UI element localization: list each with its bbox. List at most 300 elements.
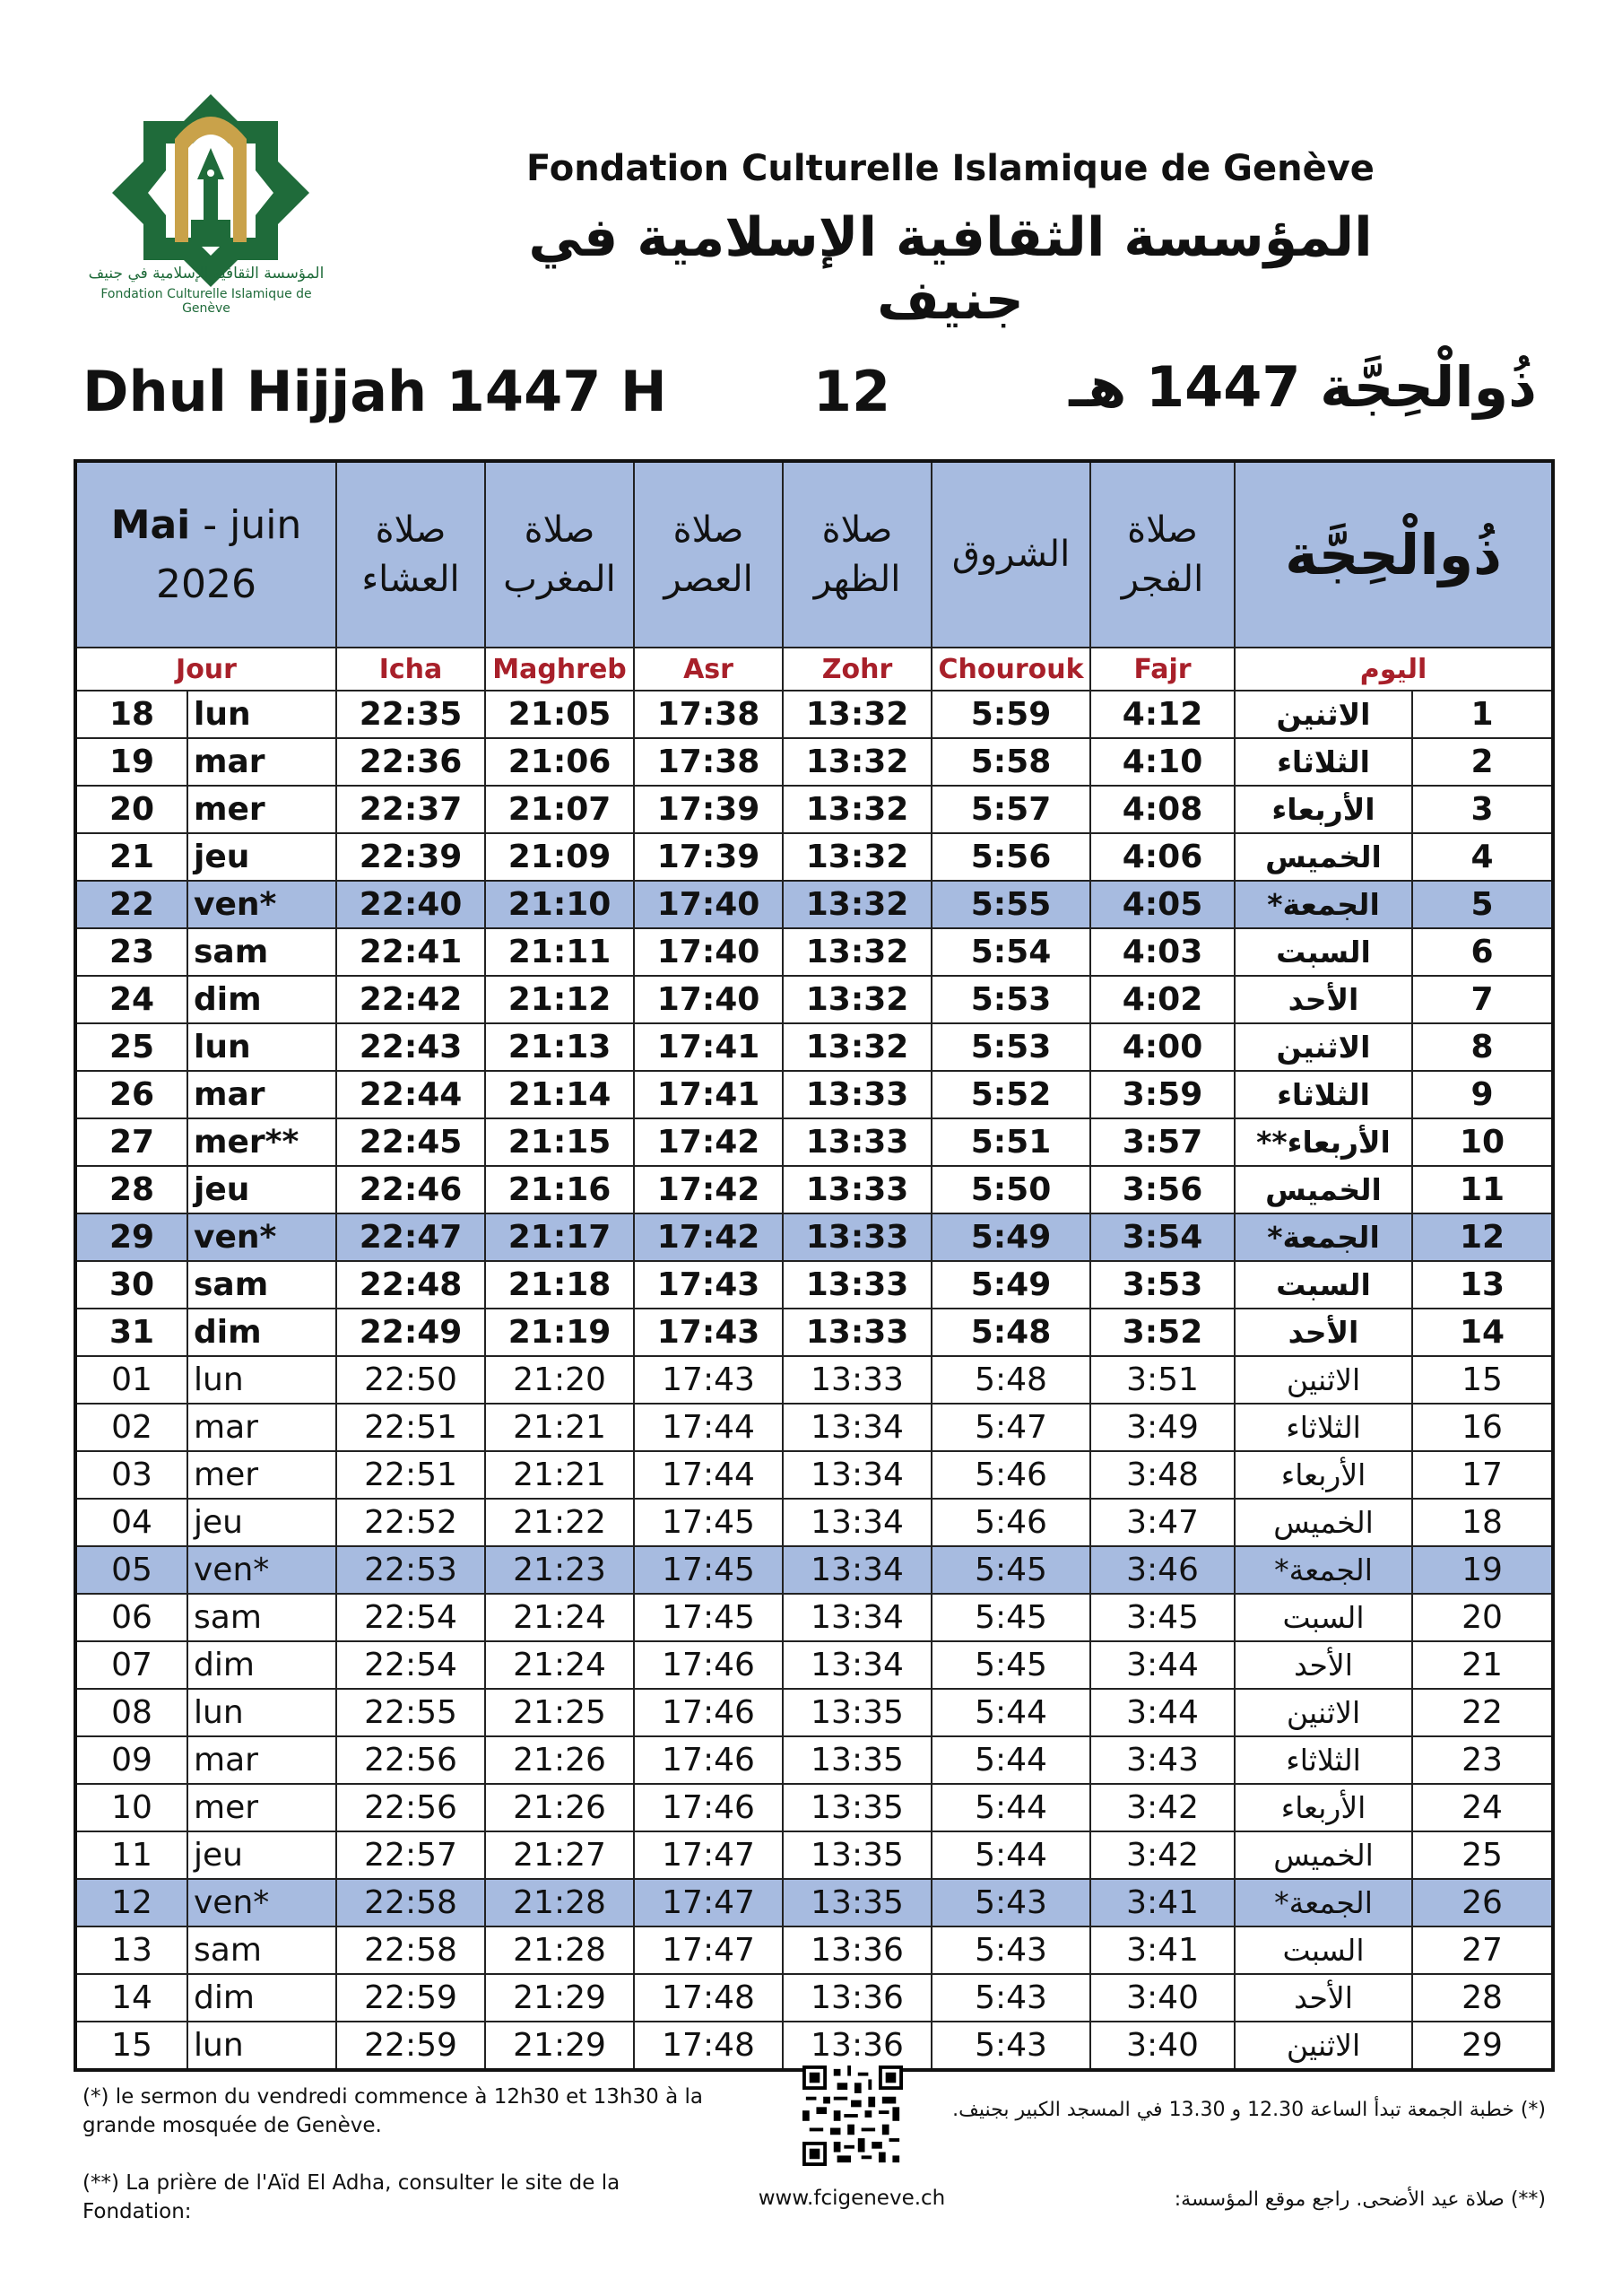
chourouk-time-cell: 5:44 bbox=[932, 1689, 1090, 1736]
table-row bbox=[75, 1594, 1553, 1641]
hijri-day-cell: 15 bbox=[1412, 1356, 1553, 1404]
subheader-chourouk: Chourouk bbox=[932, 648, 1090, 691]
icha-time-cell: 22:41 bbox=[336, 928, 485, 976]
icha-time-cell: 22:45 bbox=[336, 1118, 485, 1166]
zohr-time-cell: 13:34 bbox=[783, 1641, 932, 1689]
weekday-fr-cell: mar bbox=[187, 1404, 336, 1451]
gregorian-day-cell: 12 bbox=[75, 1879, 187, 1926]
icha-time-cell: 22:42 bbox=[336, 976, 485, 1023]
table-row bbox=[75, 1118, 1553, 1166]
icha-time-cell: 22:58 bbox=[336, 1926, 485, 1974]
table-row bbox=[75, 1404, 1553, 1451]
table-row bbox=[75, 1641, 1553, 1689]
weekday-fr-cell: ven* bbox=[187, 1879, 336, 1926]
zohr-time-cell: 13:36 bbox=[783, 2022, 932, 2070]
weekday-fr-cell: lun bbox=[187, 2022, 336, 2070]
asr-time-cell: 17:45 bbox=[634, 1546, 783, 1594]
weekday-ar-cell: الأحد bbox=[1235, 1309, 1412, 1356]
subheader-fajr: Fajr bbox=[1090, 648, 1235, 691]
header-asr: صلاة العصر bbox=[634, 461, 783, 648]
icha-time-cell: 22:59 bbox=[336, 1974, 485, 2022]
table-row bbox=[75, 1499, 1553, 1546]
gregorian-day-cell: 30 bbox=[75, 1261, 187, 1309]
fajr-time-cell: 3:59 bbox=[1090, 1071, 1235, 1118]
weekday-fr-cell: mer bbox=[187, 786, 336, 833]
weekday-fr-cell: sam bbox=[187, 1594, 336, 1641]
table-row bbox=[75, 1213, 1553, 1261]
chourouk-time-cell: 5:57 bbox=[932, 786, 1090, 833]
hijri-day-cell: 9 bbox=[1412, 1071, 1553, 1118]
table-row bbox=[75, 1023, 1553, 1071]
subheader-yawm: اليوم bbox=[1235, 648, 1553, 691]
hijri-day-cell: 12 bbox=[1412, 1213, 1553, 1261]
asr-time-cell: 17:42 bbox=[634, 1118, 783, 1166]
fajr-time-cell: 3:41 bbox=[1090, 1879, 1235, 1926]
weekday-fr-cell: lun bbox=[187, 1689, 336, 1736]
table-row bbox=[75, 1784, 1553, 1831]
chourouk-time-cell: 5:53 bbox=[932, 1023, 1090, 1071]
icha-time-cell: 22:54 bbox=[336, 1641, 485, 1689]
hijri-day-cell: 29 bbox=[1412, 2022, 1553, 2070]
gregorian-day-cell: 31 bbox=[75, 1309, 187, 1356]
weekday-ar-cell: الخميس bbox=[1235, 1831, 1412, 1879]
hijri-day-cell: 22 bbox=[1412, 1689, 1553, 1736]
weekday-fr-cell: jeu bbox=[187, 1166, 336, 1213]
weekday-ar-cell: الخميس bbox=[1235, 833, 1412, 881]
asr-time-cell: 17:47 bbox=[634, 1831, 783, 1879]
chourouk-time-cell: 5:48 bbox=[932, 1309, 1090, 1356]
gregorian-day-cell: 26 bbox=[75, 1071, 187, 1118]
gregorian-day-cell: 07 bbox=[75, 1641, 187, 1689]
chourouk-time-cell: 5:51 bbox=[932, 1118, 1090, 1166]
hijri-day-cell: 18 bbox=[1412, 1499, 1553, 1546]
gregorian-day-cell: 03 bbox=[75, 1451, 187, 1499]
subheader-asr: Asr bbox=[634, 648, 783, 691]
fajr-time-cell: 3:47 bbox=[1090, 1499, 1235, 1546]
weekday-fr-cell: jeu bbox=[187, 833, 336, 881]
subheader-zohr: Zohr bbox=[783, 648, 932, 691]
fajr-time-cell: 3:56 bbox=[1090, 1166, 1235, 1213]
weekday-fr-cell: mar bbox=[187, 1071, 336, 1118]
weekday-fr-cell: lun bbox=[187, 1023, 336, 1071]
asr-time-cell: 17:40 bbox=[634, 976, 783, 1023]
gregorian-day-cell: 13 bbox=[75, 1926, 187, 1974]
zohr-time-cell: 13:36 bbox=[783, 1926, 932, 1974]
zohr-time-cell: 13:34 bbox=[783, 1546, 932, 1594]
hijri-day-cell: 6 bbox=[1412, 928, 1553, 976]
hijri-day-cell: 1 bbox=[1412, 691, 1553, 738]
weekday-fr-cell: dim bbox=[187, 976, 336, 1023]
asr-time-cell: 17:46 bbox=[634, 1736, 783, 1784]
table-row bbox=[75, 976, 1553, 1023]
chourouk-time-cell: 5:56 bbox=[932, 833, 1090, 881]
fajr-time-cell: 3:42 bbox=[1090, 1784, 1235, 1831]
fajr-time-cell: 4:03 bbox=[1090, 928, 1235, 976]
chourouk-time-cell: 5:48 bbox=[932, 1356, 1090, 1404]
icha-time-cell: 22:37 bbox=[336, 786, 485, 833]
asr-time-cell: 17:41 bbox=[634, 1023, 783, 1071]
icha-time-cell: 22:54 bbox=[336, 1594, 485, 1641]
table-row bbox=[75, 881, 1553, 928]
weekday-ar-cell: الأربعاء** bbox=[1235, 1118, 1412, 1166]
header-hijri-month: ذُوالْحِجَّة bbox=[1235, 461, 1553, 648]
gregorian-day-cell: 18 bbox=[75, 691, 187, 738]
asr-time-cell: 17:42 bbox=[634, 1166, 783, 1213]
icha-time-cell: 22:52 bbox=[336, 1499, 485, 1546]
weekday-fr-cell: mar bbox=[187, 1736, 336, 1784]
zohr-time-cell: 13:32 bbox=[783, 691, 932, 738]
chourouk-time-cell: 5:47 bbox=[932, 1404, 1090, 1451]
header-zohr: صلاة الظهر bbox=[783, 461, 932, 648]
asr-time-cell: 17:38 bbox=[634, 738, 783, 786]
maghreb-time-cell: 21:14 bbox=[485, 1071, 634, 1118]
hijri-day-cell: 16 bbox=[1412, 1404, 1553, 1451]
table-row bbox=[75, 1261, 1553, 1309]
table-row bbox=[75, 1356, 1553, 1404]
maghreb-time-cell: 21:15 bbox=[485, 1118, 634, 1166]
gregorian-day-cell: 02 bbox=[75, 1404, 187, 1451]
maghreb-time-cell: 21:12 bbox=[485, 976, 634, 1023]
asr-time-cell: 17:48 bbox=[634, 2022, 783, 2070]
subheader-icha: Icha bbox=[336, 648, 485, 691]
hijri-day-cell: 20 bbox=[1412, 1594, 1553, 1641]
hijri-day-cell: 3 bbox=[1412, 786, 1553, 833]
chourouk-time-cell: 5:46 bbox=[932, 1499, 1090, 1546]
hijri-day-cell: 24 bbox=[1412, 1784, 1553, 1831]
icha-time-cell: 22:35 bbox=[336, 691, 485, 738]
asr-time-cell: 17:41 bbox=[634, 1071, 783, 1118]
gregorian-day-cell: 09 bbox=[75, 1736, 187, 1784]
table-row bbox=[75, 1974, 1553, 2022]
zohr-time-cell: 13:33 bbox=[783, 1356, 932, 1404]
asr-time-cell: 17:45 bbox=[634, 1499, 783, 1546]
table-row bbox=[75, 1736, 1553, 1784]
maghreb-time-cell: 21:06 bbox=[485, 738, 634, 786]
zohr-time-cell: 13:32 bbox=[783, 928, 932, 976]
maghreb-time-cell: 21:24 bbox=[485, 1641, 634, 1689]
gregorian-day-cell: 06 bbox=[75, 1594, 187, 1641]
maghreb-time-cell: 21:11 bbox=[485, 928, 634, 976]
prayer-times-table bbox=[74, 459, 1555, 2072]
chourouk-time-cell: 5:49 bbox=[932, 1261, 1090, 1309]
fajr-time-cell: 3:53 bbox=[1090, 1261, 1235, 1309]
fajr-time-cell: 3:45 bbox=[1090, 1594, 1235, 1641]
icha-time-cell: 22:50 bbox=[336, 1356, 485, 1404]
zohr-time-cell: 13:32 bbox=[783, 738, 932, 786]
gregorian-day-cell: 11 bbox=[75, 1831, 187, 1879]
fajr-time-cell: 3:49 bbox=[1090, 1404, 1235, 1451]
fajr-time-cell: 3:41 bbox=[1090, 1926, 1235, 1974]
hijri-month-title-fr: Dhul Hijjah 1447 H bbox=[82, 359, 667, 424]
maghreb-time-cell: 21:29 bbox=[485, 2022, 634, 2070]
asr-time-cell: 17:46 bbox=[634, 1689, 783, 1736]
asr-time-cell: 17:40 bbox=[634, 881, 783, 928]
icha-time-cell: 22:36 bbox=[336, 738, 485, 786]
chourouk-time-cell: 5:50 bbox=[932, 1166, 1090, 1213]
gregorian-day-cell: 23 bbox=[75, 928, 187, 976]
icha-time-cell: 22:46 bbox=[336, 1166, 485, 1213]
table-row bbox=[75, 1166, 1553, 1213]
icha-time-cell: 22:48 bbox=[336, 1261, 485, 1309]
chourouk-time-cell: 5:46 bbox=[932, 1451, 1090, 1499]
chourouk-time-cell: 5:54 bbox=[932, 928, 1090, 976]
chourouk-time-cell: 5:44 bbox=[932, 1736, 1090, 1784]
hijri-day-cell: 4 bbox=[1412, 833, 1553, 881]
gregorian-day-cell: 14 bbox=[75, 1974, 187, 2022]
table-row bbox=[75, 786, 1553, 833]
maghreb-time-cell: 21:26 bbox=[485, 1736, 634, 1784]
asr-time-cell: 17:44 bbox=[634, 1451, 783, 1499]
weekday-ar-cell: الأحد bbox=[1235, 1974, 1412, 2022]
table-row bbox=[75, 1451, 1553, 1499]
weekday-ar-cell: الثلاثاء bbox=[1235, 1736, 1412, 1784]
asr-time-cell: 17:43 bbox=[634, 1356, 783, 1404]
hijri-year-ar: 1447 هـ bbox=[1069, 354, 1301, 420]
asr-time-cell: 17:47 bbox=[634, 1879, 783, 1926]
maghreb-time-cell: 21:23 bbox=[485, 1546, 634, 1594]
zohr-time-cell: 13:35 bbox=[783, 1689, 932, 1736]
chourouk-time-cell: 5:43 bbox=[932, 2022, 1090, 2070]
icha-time-cell: 22:58 bbox=[336, 1879, 485, 1926]
maghreb-time-cell: 21:24 bbox=[485, 1594, 634, 1641]
fajr-time-cell: 4:02 bbox=[1090, 976, 1235, 1023]
fajr-time-cell: 4:00 bbox=[1090, 1023, 1235, 1071]
gregorian-day-cell: 15 bbox=[75, 2022, 187, 2070]
asr-time-cell: 17:42 bbox=[634, 1213, 783, 1261]
fajr-time-cell: 4:06 bbox=[1090, 833, 1235, 881]
maghreb-time-cell: 21:09 bbox=[485, 833, 634, 881]
friday-sermon-note-ar: (*) خطبة الجمعة تبدأ الساعة 12.30 و 13.30 في المسجد الكبير بجنيف. bbox=[952, 2099, 1546, 2121]
asr-time-cell: 17:46 bbox=[634, 1784, 783, 1831]
table-row bbox=[75, 2022, 1553, 2070]
organization-name-ar: المؤسسة الثقافية الإسلامية في جنيف bbox=[528, 206, 1373, 332]
zohr-time-cell: 13:33 bbox=[783, 1118, 932, 1166]
asr-time-cell: 17:43 bbox=[634, 1309, 783, 1356]
table-row bbox=[75, 928, 1553, 976]
zohr-time-cell: 13:33 bbox=[783, 1309, 932, 1356]
zohr-time-cell: 13:35 bbox=[783, 1831, 932, 1879]
weekday-ar-cell: السبت bbox=[1235, 1594, 1412, 1641]
hijri-day-cell: 27 bbox=[1412, 1926, 1553, 1974]
chourouk-time-cell: 5:59 bbox=[932, 691, 1090, 738]
gregorian-day-cell: 29 bbox=[75, 1213, 187, 1261]
gregorian-day-cell: 22 bbox=[75, 881, 187, 928]
gregorian-day-cell: 28 bbox=[75, 1166, 187, 1213]
header-fajr: صلاة الفجر bbox=[1090, 461, 1235, 648]
icha-time-cell: 22:39 bbox=[336, 833, 485, 881]
chourouk-time-cell: 5:43 bbox=[932, 1974, 1090, 2022]
zohr-time-cell: 13:32 bbox=[783, 881, 932, 928]
chourouk-time-cell: 5:53 bbox=[932, 976, 1090, 1023]
maghreb-time-cell: 21:28 bbox=[485, 1879, 634, 1926]
icha-time-cell: 22:56 bbox=[336, 1784, 485, 1831]
maghreb-time-cell: 21:16 bbox=[485, 1166, 634, 1213]
eid-prayer-note-ar: (**) صلاة عيد الأضحى. راجع موقع المؤسسة: bbox=[1174, 2188, 1546, 2211]
icha-time-cell: 22:59 bbox=[336, 2022, 485, 2070]
organization-name-fr: Fondation Culturelle Islamique de Genève bbox=[526, 148, 1375, 189]
weekday-ar-cell: السبت bbox=[1235, 1261, 1412, 1309]
hijri-month-title-ar bbox=[1069, 354, 1537, 420]
hijri-day-cell: 14 bbox=[1412, 1309, 1553, 1356]
weekday-fr-cell: dim bbox=[187, 1974, 336, 2022]
maghreb-time-cell: 21:28 bbox=[485, 1926, 634, 1974]
icha-time-cell: 22:43 bbox=[336, 1023, 485, 1071]
icha-time-cell: 22:57 bbox=[336, 1831, 485, 1879]
hijri-day-cell: 5 bbox=[1412, 881, 1553, 928]
gregorian-day-cell: 20 bbox=[75, 786, 187, 833]
asr-time-cell: 17:39 bbox=[634, 833, 783, 881]
maghreb-time-cell: 21:26 bbox=[485, 1784, 634, 1831]
weekday-ar-cell: الجمعة* bbox=[1235, 1546, 1412, 1594]
subheader-jour: Jour bbox=[75, 648, 336, 691]
weekday-fr-cell: lun bbox=[187, 691, 336, 738]
table-row bbox=[75, 691, 1553, 738]
maghreb-time-cell: 21:21 bbox=[485, 1451, 634, 1499]
asr-time-cell: 17:46 bbox=[634, 1641, 783, 1689]
zohr-time-cell: 13:34 bbox=[783, 1499, 932, 1546]
weekday-ar-cell: الاثنين bbox=[1235, 1689, 1412, 1736]
weekday-ar-cell: الجمعة* bbox=[1235, 1213, 1412, 1261]
table-row bbox=[75, 1309, 1553, 1356]
maghreb-time-cell: 21:25 bbox=[485, 1689, 634, 1736]
table-row bbox=[75, 1546, 1553, 1594]
chourouk-time-cell: 5:45 bbox=[932, 1546, 1090, 1594]
fajr-time-cell: 3:51 bbox=[1090, 1356, 1235, 1404]
weekday-fr-cell: dim bbox=[187, 1309, 336, 1356]
maghreb-time-cell: 21:05 bbox=[485, 691, 634, 738]
zohr-time-cell: 13:34 bbox=[783, 1594, 932, 1641]
weekday-fr-cell: sam bbox=[187, 928, 336, 976]
hijri-day-cell: 2 bbox=[1412, 738, 1553, 786]
zohr-time-cell: 13:34 bbox=[783, 1404, 932, 1451]
gregorian-day-cell: 27 bbox=[75, 1118, 187, 1166]
fajr-time-cell: 3:42 bbox=[1090, 1831, 1235, 1879]
zohr-time-cell: 13:33 bbox=[783, 1071, 932, 1118]
table-subheader-row bbox=[75, 648, 1553, 691]
maghreb-time-cell: 21:20 bbox=[485, 1356, 634, 1404]
hijri-day-cell: 11 bbox=[1412, 1166, 1553, 1213]
fajr-time-cell: 3:44 bbox=[1090, 1689, 1235, 1736]
icha-time-cell: 22:55 bbox=[336, 1689, 485, 1736]
chourouk-time-cell: 5:52 bbox=[932, 1071, 1090, 1118]
weekday-fr-cell: mar bbox=[187, 738, 336, 786]
weekday-ar-cell: الأحد bbox=[1235, 976, 1412, 1023]
asr-time-cell: 17:44 bbox=[634, 1404, 783, 1451]
friday-sermon-note-fr: (*) le sermon du vendredi commence à 12h30 et 13h30 à la grande mosquée de Genève. bbox=[82, 2085, 703, 2137]
table-row bbox=[75, 833, 1553, 881]
weekday-fr-cell: ven* bbox=[187, 1213, 336, 1261]
maghreb-time-cell: 21:22 bbox=[485, 1499, 634, 1546]
weekday-fr-cell: sam bbox=[187, 1926, 336, 1974]
table-row bbox=[75, 1689, 1553, 1736]
chourouk-time-cell: 5:43 bbox=[932, 1879, 1090, 1926]
weekday-ar-cell: الأربعاء bbox=[1235, 786, 1412, 833]
hijri-month-name-ar: ذُوالْحِجَّة bbox=[1320, 354, 1537, 420]
maghreb-time-cell: 21:29 bbox=[485, 1974, 634, 2022]
weekday-fr-cell: mer bbox=[187, 1784, 336, 1831]
maghreb-time-cell: 21:07 bbox=[485, 786, 634, 833]
icha-time-cell: 22:47 bbox=[336, 1213, 485, 1261]
website-link[interactable]: www.fcigeneve.ch bbox=[758, 2187, 946, 2210]
weekday-ar-cell: الجمعة* bbox=[1235, 881, 1412, 928]
weekday-ar-cell: الجمعة* bbox=[1235, 1879, 1412, 1926]
gregorian-day-cell: 21 bbox=[75, 833, 187, 881]
gregorian-day-cell: 04 bbox=[75, 1499, 187, 1546]
chourouk-time-cell: 5:49 bbox=[932, 1213, 1090, 1261]
gregorian-day-cell: 05 bbox=[75, 1546, 187, 1594]
chourouk-time-cell: 5:44 bbox=[932, 1831, 1090, 1879]
weekday-fr-cell: sam bbox=[187, 1261, 336, 1309]
maghreb-time-cell: 21:27 bbox=[485, 1831, 634, 1879]
fajr-time-cell: 4:08 bbox=[1090, 786, 1235, 833]
zohr-time-cell: 13:33 bbox=[783, 1166, 932, 1213]
maghreb-time-cell: 21:19 bbox=[485, 1309, 634, 1356]
fajr-time-cell: 4:12 bbox=[1090, 691, 1235, 738]
weekday-fr-cell: jeu bbox=[187, 1499, 336, 1546]
weekday-ar-cell: الثلاثاء bbox=[1235, 1404, 1412, 1451]
chourouk-time-cell: 5:43 bbox=[932, 1926, 1090, 1974]
hijri-day-cell: 25 bbox=[1412, 1831, 1553, 1879]
icha-time-cell: 22:53 bbox=[336, 1546, 485, 1594]
asr-time-cell: 17:45 bbox=[634, 1594, 783, 1641]
eid-prayer-note-fr: (**) La prière de l'Aïd El Adha, consulter le site de la Fondation: bbox=[82, 2171, 620, 2223]
weekday-fr-cell: ven* bbox=[187, 1546, 336, 1594]
gregorian-day-cell: 10 bbox=[75, 1784, 187, 1831]
fajr-time-cell: 3:40 bbox=[1090, 2022, 1235, 2070]
fajr-time-cell: 3:44 bbox=[1090, 1641, 1235, 1689]
subheader-maghreb: Maghreb bbox=[485, 648, 634, 691]
fajr-time-cell: 3:52 bbox=[1090, 1309, 1235, 1356]
zohr-time-cell: 13:32 bbox=[783, 833, 932, 881]
icha-time-cell: 22:40 bbox=[336, 881, 485, 928]
gregorian-day-cell: 01 bbox=[75, 1356, 187, 1404]
weekday-fr-cell: lun bbox=[187, 1356, 336, 1404]
weekday-ar-cell: الثلاثاء bbox=[1235, 738, 1412, 786]
maghreb-time-cell: 21:13 bbox=[485, 1023, 634, 1071]
fajr-time-cell: 4:05 bbox=[1090, 881, 1235, 928]
zohr-time-cell: 13:35 bbox=[783, 1784, 932, 1831]
icha-time-cell: 22:49 bbox=[336, 1309, 485, 1356]
icha-time-cell: 22:56 bbox=[336, 1736, 485, 1784]
hijri-day-cell: 8 bbox=[1412, 1023, 1553, 1071]
chourouk-time-cell: 5:45 bbox=[932, 1641, 1090, 1689]
table-header-row bbox=[75, 461, 1553, 648]
hijri-day-cell: 26 bbox=[1412, 1879, 1553, 1926]
fajr-time-cell: 3:40 bbox=[1090, 1974, 1235, 2022]
hijri-day-cell: 19 bbox=[1412, 1546, 1553, 1594]
logo-french-text: Fondation Culturelle Islamique de Genève bbox=[100, 287, 312, 316]
asr-time-cell: 17:38 bbox=[634, 691, 783, 738]
qr-code-icon[interactable] bbox=[802, 2066, 903, 2166]
hijri-day-cell: 23 bbox=[1412, 1736, 1553, 1784]
fajr-time-cell: 4:10 bbox=[1090, 738, 1235, 786]
asr-time-cell: 17:40 bbox=[634, 928, 783, 976]
weekday-ar-cell: الخميس bbox=[1235, 1166, 1412, 1213]
table-row bbox=[75, 738, 1553, 786]
maghreb-time-cell: 21:21 bbox=[485, 1404, 634, 1451]
hijri-month-number: 12 bbox=[812, 359, 891, 424]
chourouk-time-cell: 5:44 bbox=[932, 1784, 1090, 1831]
maghreb-time-cell: 21:17 bbox=[485, 1213, 634, 1261]
weekday-fr-cell: dim bbox=[187, 1641, 336, 1689]
fajr-time-cell: 3:43 bbox=[1090, 1736, 1235, 1784]
gregorian-day-cell: 25 bbox=[75, 1023, 187, 1071]
hijri-day-cell: 28 bbox=[1412, 1974, 1553, 2022]
chourouk-time-cell: 5:45 bbox=[932, 1594, 1090, 1641]
chourouk-time-cell: 5:55 bbox=[932, 881, 1090, 928]
asr-time-cell: 17:47 bbox=[634, 1926, 783, 1974]
asr-time-cell: 17:48 bbox=[634, 1974, 783, 2022]
